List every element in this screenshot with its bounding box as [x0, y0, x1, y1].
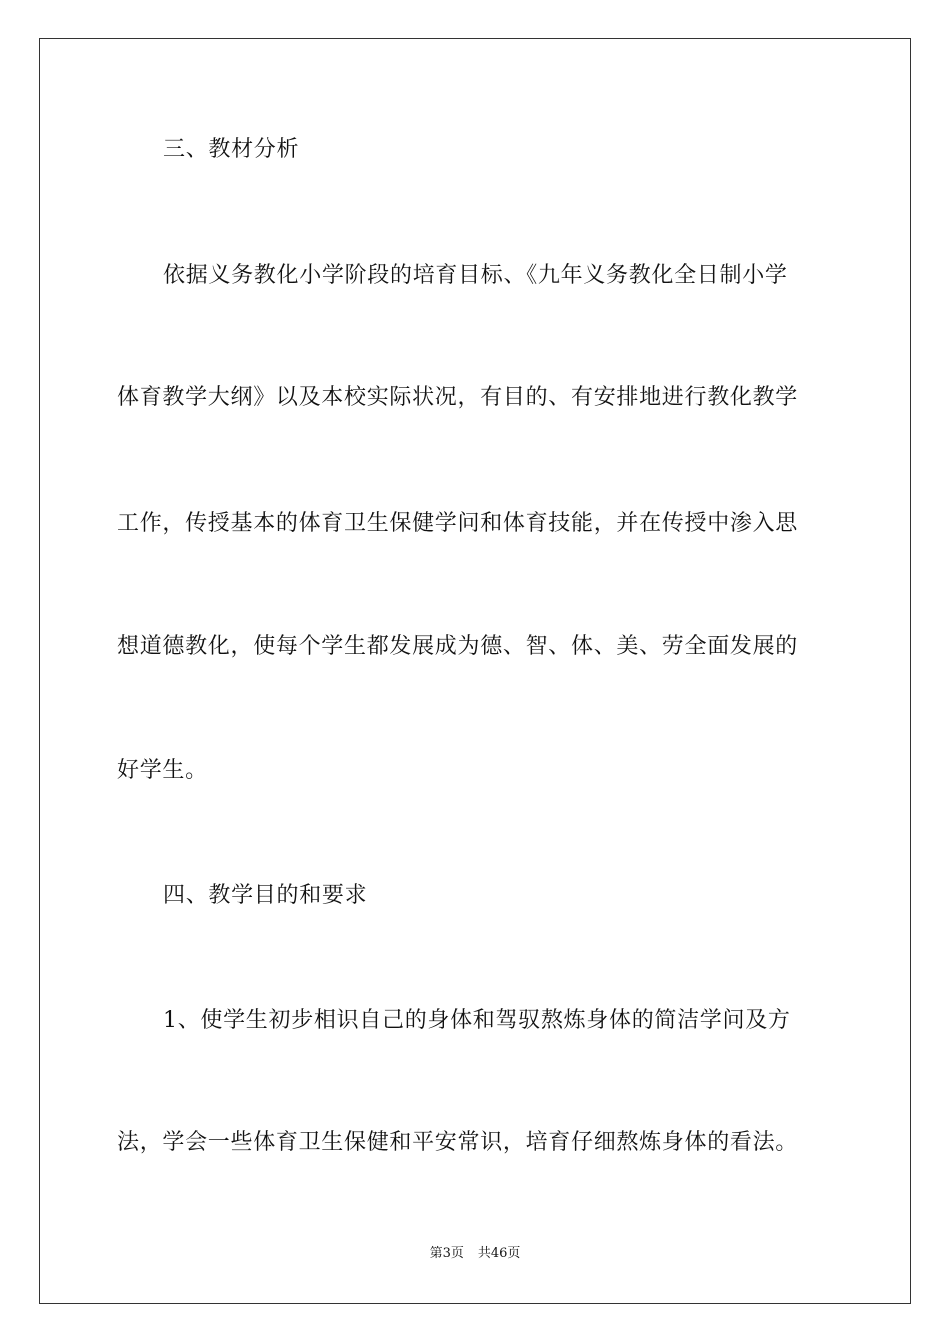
paragraph-line: 法，学会一些体育卫生保健和平安常识，培育仔细熬炼身体的看法。	[117, 1130, 799, 1155]
paragraph-line: 1、使学生初步相识自己的身体和驾驭熬炼身体的简洁学问及方	[163, 1008, 791, 1033]
paragraph-line: 依据义务教化小学阶段的培育目标、《九年义务教化全日制小学	[163, 263, 788, 288]
page-number: 第3页	[429, 1246, 464, 1261]
page-total: 共46页	[477, 1246, 521, 1261]
page-footer	[0, 1246, 950, 1262]
page-border	[39, 38, 911, 1304]
paragraph-line: 体育教学大纲》以及本校实际状况，有目的、有安排地进行教化教学	[117, 385, 799, 410]
section-heading-4: 四、教学目的和要求	[163, 883, 368, 908]
section-heading-3: 三、教材分析	[163, 137, 300, 162]
paragraph-line: 想道德教化，使每个学生都发展成为德、智、体、美、劳全面发展的	[117, 634, 799, 659]
paragraph-line: 好学生。	[117, 758, 208, 783]
paragraph-line: 工作，传授基本的体育卫生保健学问和体育技能，并在传授中渗入思	[117, 511, 799, 536]
